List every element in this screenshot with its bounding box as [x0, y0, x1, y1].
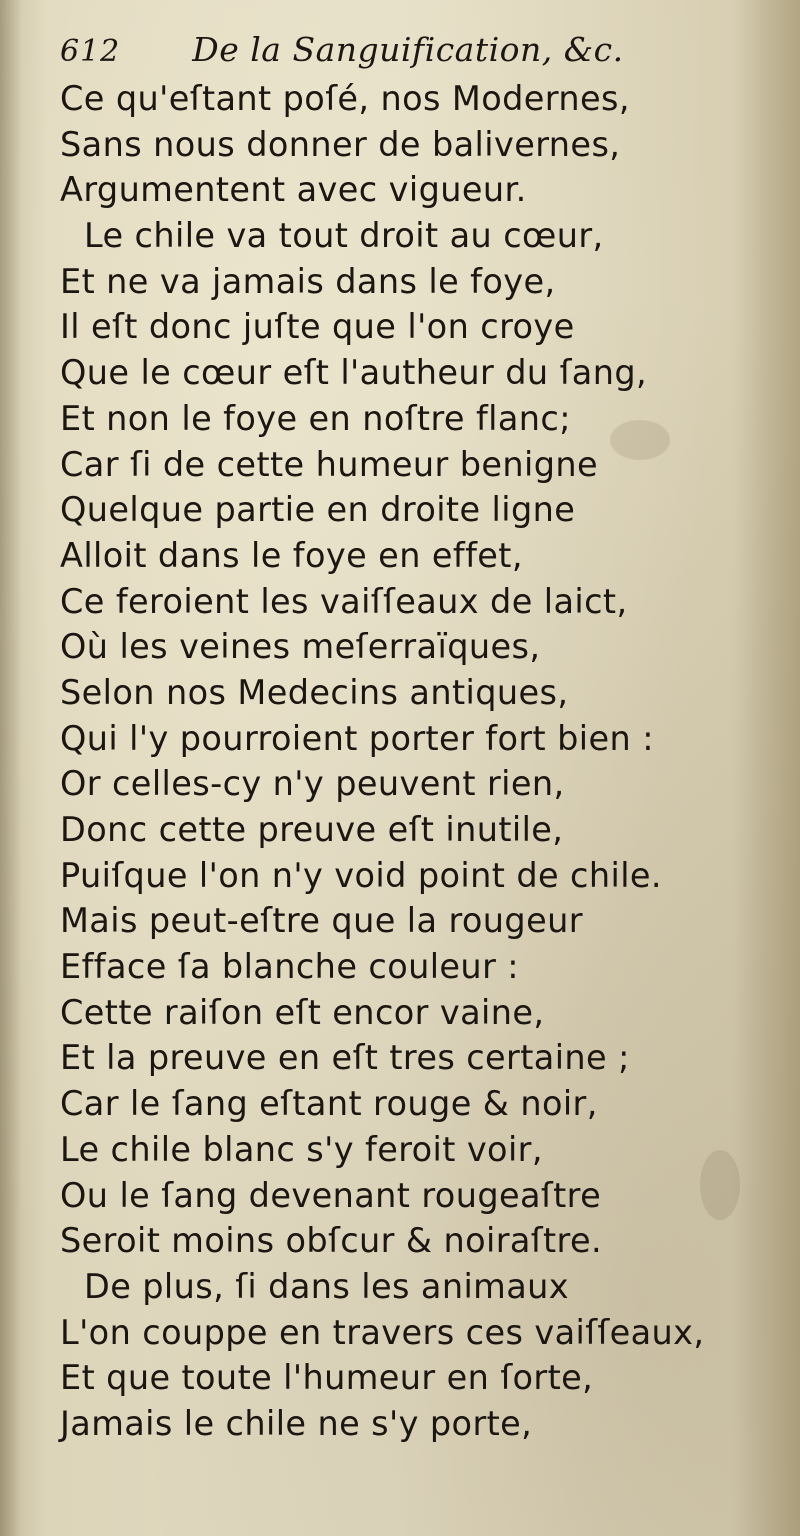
verse-block	[60, 76, 760, 1447]
verse-line: Et que toute l'humeur en ſorte,	[60, 1358, 594, 1398]
verse-line: Ce qu'eſtant poſé, nos Modernes,	[60, 79, 630, 118]
verse-line: Et la preuve en eſt tres certaine ;	[60, 1038, 630, 1078]
verse-line: Seroit moins obſcur & noiraſtre.	[60, 1221, 603, 1261]
verse-line: De plus, ſi dans les animaux	[84, 1266, 569, 1306]
running-head: De la Sanguification, &c.	[192, 30, 624, 69]
verse-line: Que le cœur eſt l'autheur du ſang,	[60, 353, 648, 393]
verse-line: Cette raiſon eſt encor vaine,	[60, 992, 545, 1032]
verse-line: Jamais le chile ne s'y porte,	[60, 1403, 533, 1443]
verse-line: Le chile blanc s'y feroit voir,	[60, 1129, 543, 1169]
verse-line: Qui l'y pourroient porter fort bien :	[60, 718, 654, 758]
verse-line: Argumentent avec vigueur.	[60, 170, 527, 210]
verse-line: Selon nos Medecins antiques,	[60, 672, 569, 712]
verse-line: Alloit dans le foye en effet,	[60, 535, 523, 575]
verse-line: Mais peut-eſtre que la rougeur	[60, 901, 583, 941]
verse-line: Car ſi de cette humeur benigne	[60, 444, 599, 484]
verse-line: Et ne va jamais dans le foye,	[60, 261, 556, 301]
verse-line: Ce feroient les vaiſſeaux de laict,	[60, 581, 628, 621]
verse-line: L'on couppe en travers ces vaiſſeaux,	[60, 1312, 705, 1352]
verse-line: Il eſt donc juſte que l'on croye	[60, 307, 575, 347]
page-header	[60, 30, 690, 78]
verse-line: Donc cette preuve eſt inutile,	[60, 810, 564, 849]
verse-line: Le chile va tout droit au cœur,	[84, 216, 604, 256]
verse-line: Efface ſa blanche couleur :	[60, 947, 519, 987]
page-number: 612	[60, 34, 121, 69]
verse-line: Car le ſang eſtant rouge & noir,	[60, 1084, 598, 1124]
verse-line: Quelque partie en droite ligne	[60, 490, 576, 530]
verse-line: Et non le foye en noſtre flanc;	[60, 398, 571, 438]
verse-line: Or celles-cy n'y peuvent rien,	[60, 764, 565, 804]
verse-line: Ou le ſang devenant rougeaſtre	[60, 1175, 602, 1215]
verse-line: Où les veines meſerraïques,	[60, 627, 541, 667]
verse-line: Sans nous donner de balivernes,	[60, 124, 621, 164]
verse-line: Puiſque l'on n'y void point de chile.	[60, 855, 662, 895]
